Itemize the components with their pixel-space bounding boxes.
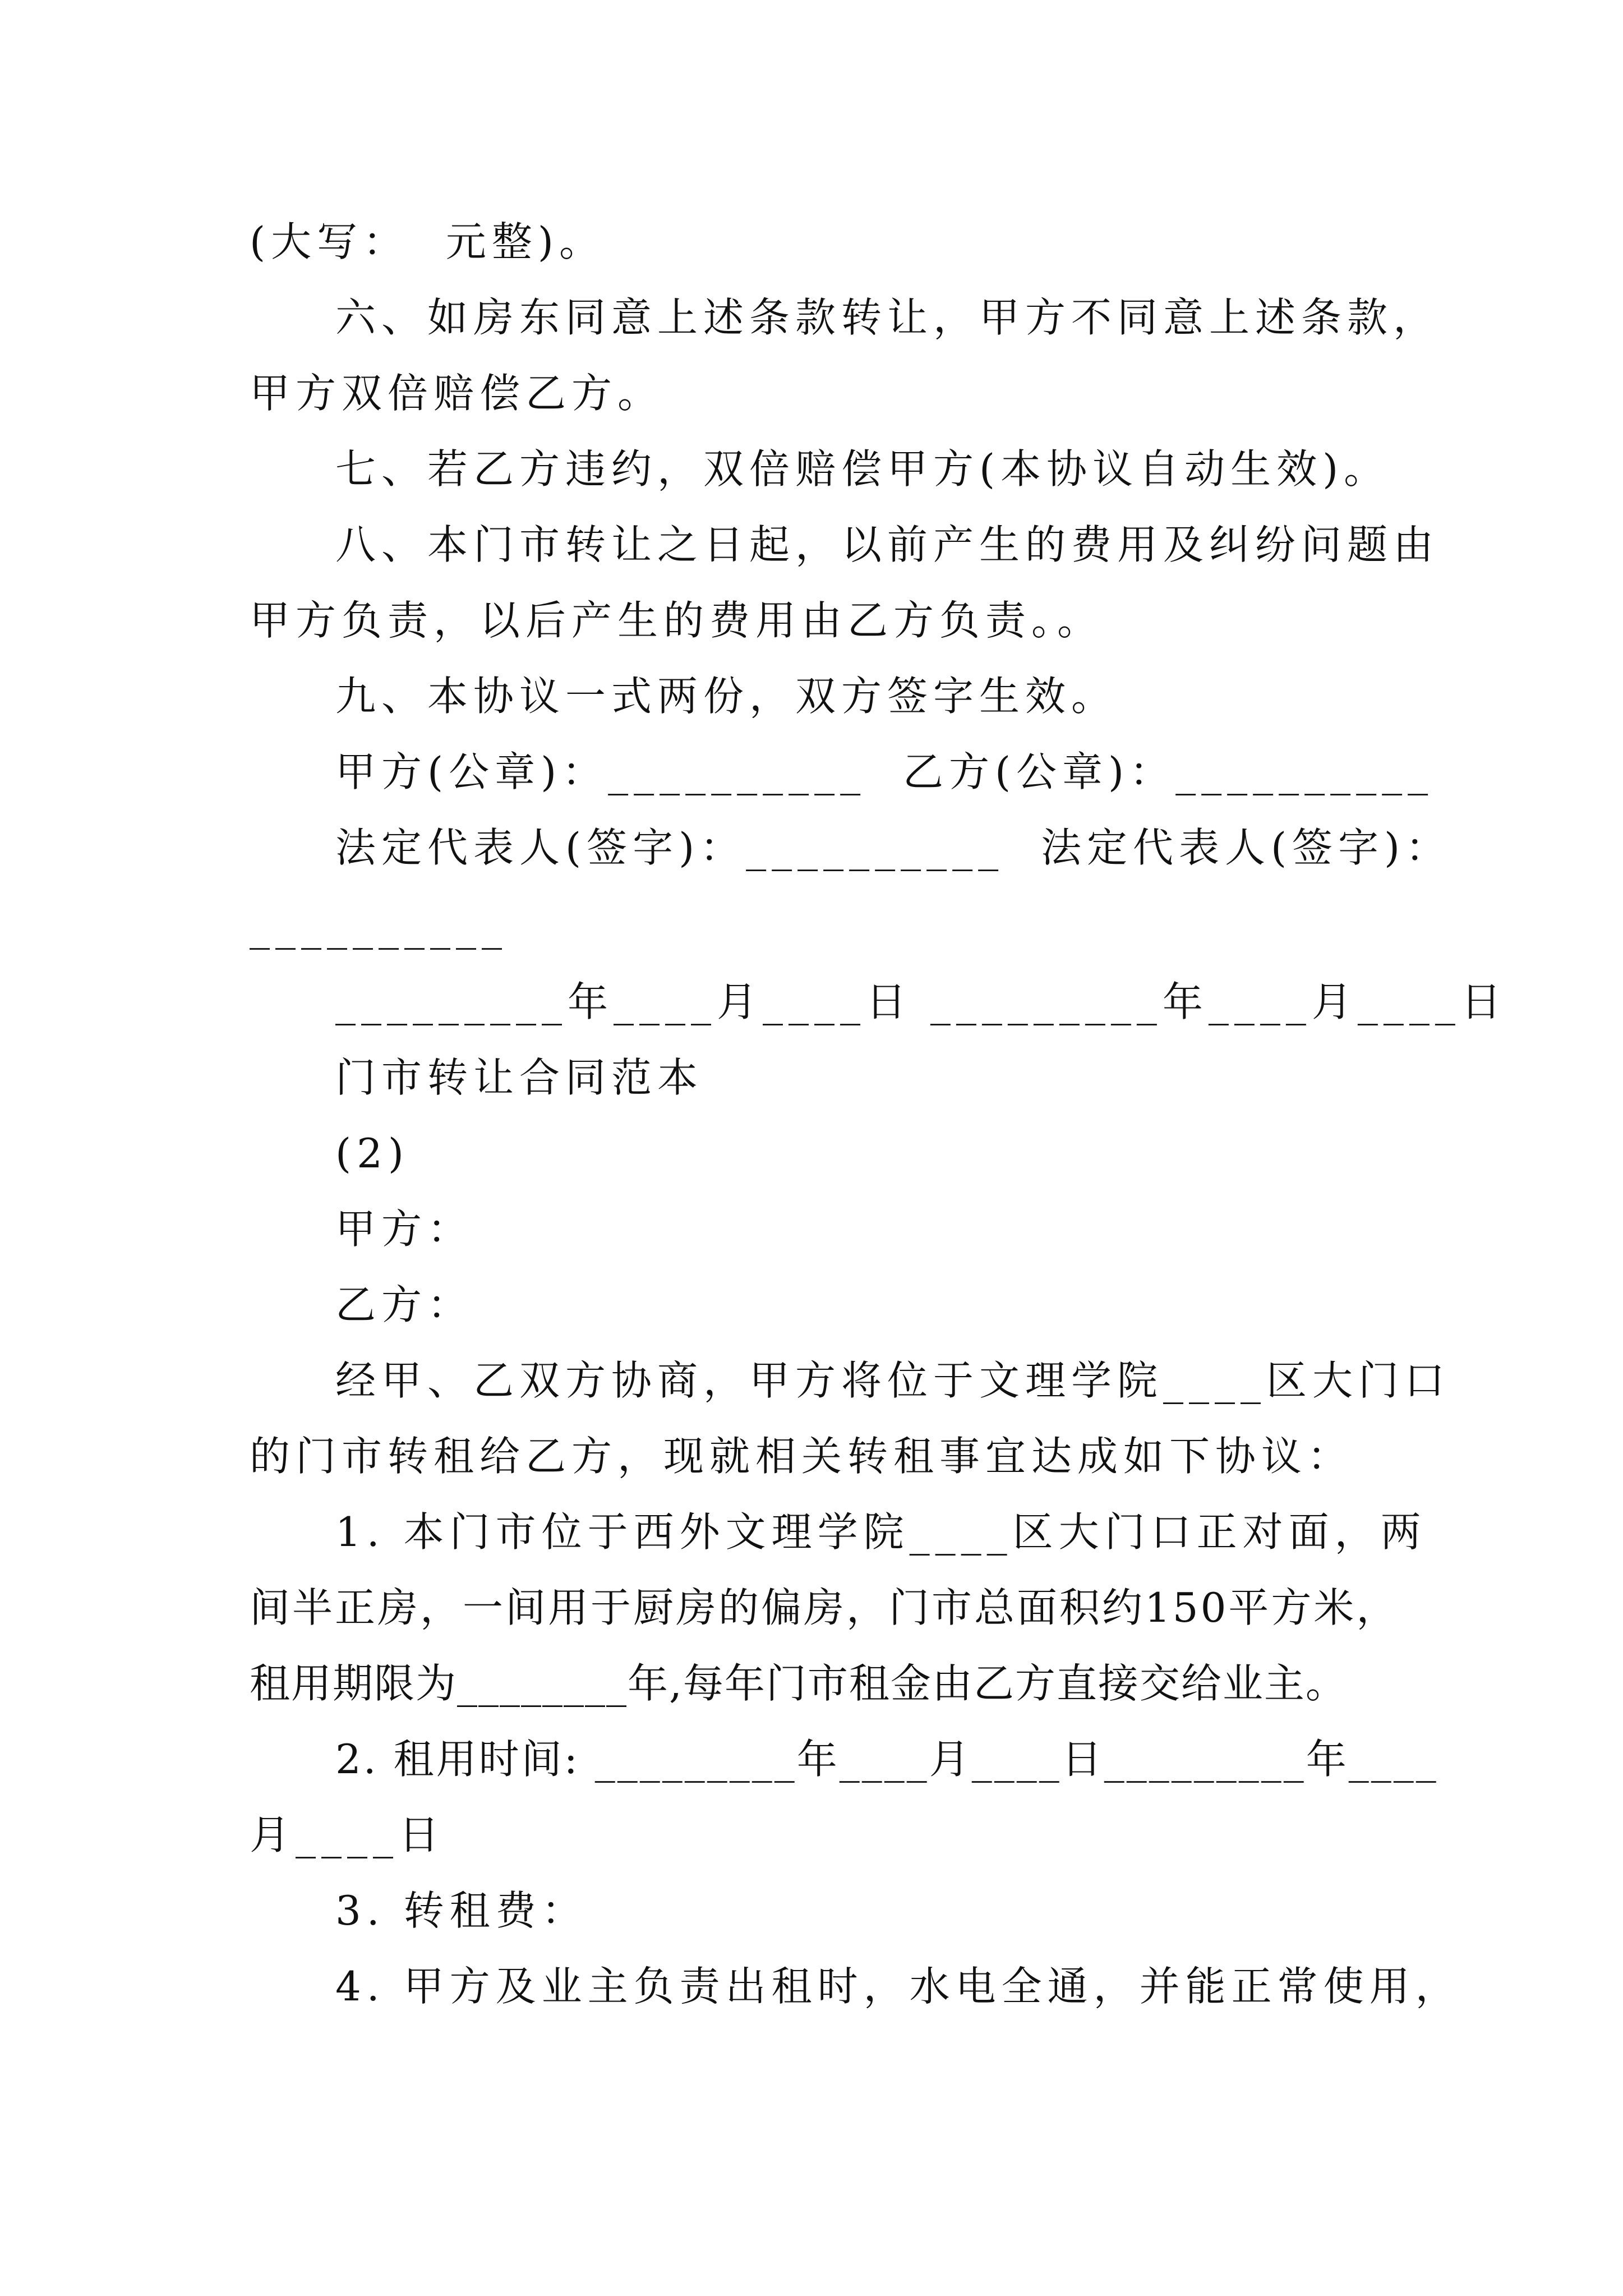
text-line: 3. 转租费：: [335, 1887, 588, 1934]
text-line: 月____日: [250, 1811, 445, 1858]
text-line: 间半正房，一间用于厨房的偏房，门市总面积约150平方米，: [250, 1584, 1399, 1631]
text-line: 六、如房东同意上述条款转让，甲方不同意上述条款，: [335, 294, 1440, 341]
text-line: 1. 本门市位于西外文理学院____区大门口正对面，两: [335, 1508, 1427, 1556]
party-b-line: 乙方：: [335, 1281, 474, 1328]
text-line: 甲方双倍赔偿乙方。: [250, 370, 664, 417]
party-a-line: 甲方：: [335, 1205, 474, 1253]
signature-line-seal: 甲方(公章)：__________ 乙方(公章)：__________: [335, 748, 1434, 795]
text-line: 的门市转租给乙方，现就相关转租事宜达成如下协议：: [250, 1433, 1354, 1480]
text-line: 八、本门市转让之日起，以前产生的费用及纠纷问题由: [335, 521, 1440, 568]
signature-line-representative: 法定代表人(签字)：__________ 法定代表人(签字)：: [335, 824, 1452, 871]
text-line: 九、本协议一式两份，双方签字生效。: [335, 673, 1118, 720]
date-line: _________年____月____日 _________年____月____日: [335, 978, 1507, 1025]
text-line: 2. 租用时间: _________年____月____日_________年____: [335, 1736, 1438, 1783]
text-line: 七、若乙方违约，双倍赔偿甲方(本协议自动生效)。: [335, 445, 1390, 493]
text-line: 4. 甲方及业主负责出租时，水电全通，并能正常使用，: [335, 1963, 1461, 2010]
section-number: (2): [335, 1130, 409, 1177]
section-title: 门市转让合同范本: [335, 1054, 704, 1101]
text-line: 经甲、乙双方协商，甲方将位于文理学院____区大门口: [335, 1357, 1451, 1404]
text-line: (大写： 元整)。: [250, 218, 605, 265]
text-line: 租用期限为________年,每年门市租金由乙方直接交给业主。: [250, 1660, 1347, 1707]
text-line: 甲方负责，以后产生的费用由乙方负责。。: [250, 597, 1104, 644]
blank-line: __________: [250, 903, 508, 950]
